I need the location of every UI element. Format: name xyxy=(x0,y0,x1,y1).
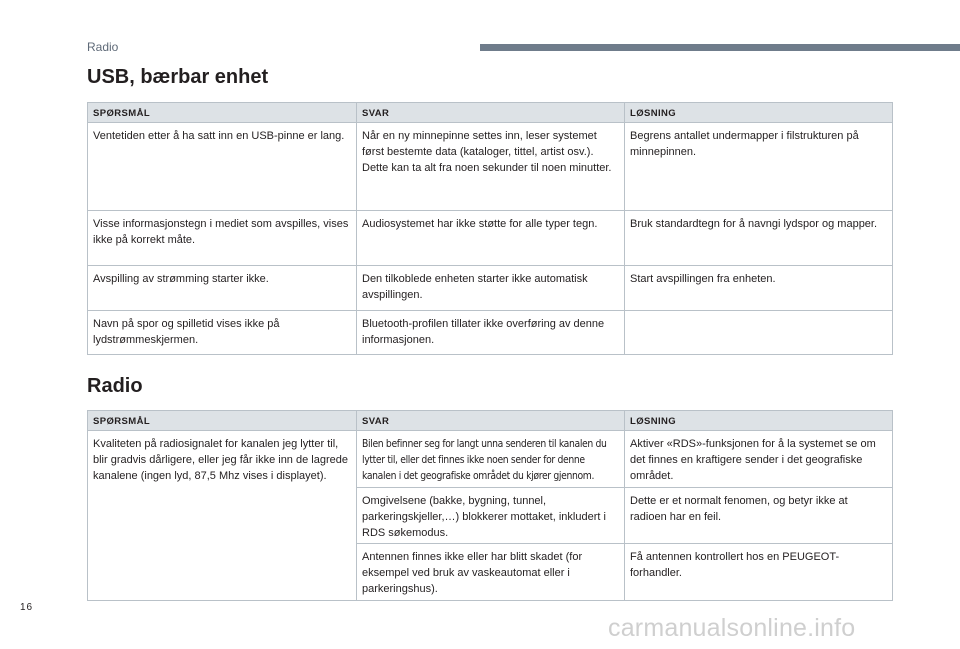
table-header-row xyxy=(88,411,893,431)
answer-cell: Den tilkoblede enheten starter ikke automatisk avspillingen. xyxy=(357,266,625,311)
answer-cell: Antennen finnes ikke eller har blitt skadet (for eksempel ved bruk av vaskeautomat eller i parkeringshus). xyxy=(357,544,625,601)
solution-cell: Få antennen kontrollert hos en PEUGEOT-forhandler. xyxy=(625,544,893,601)
table-row xyxy=(88,211,893,266)
solution-cell: Begrens antallet undermapper i filstrukturen på minnepinnen. xyxy=(625,123,893,211)
usb-section-title: USB, bærbar enhet xyxy=(87,66,269,88)
question-cell: Avspilling av strømming starter ikke. xyxy=(88,266,357,311)
answer-cell: Audiosystemet har ikke støtte for alle typer tegn. xyxy=(357,211,625,266)
answer-cell: Når en ny minnepinne settes inn, leser systemet først bestemte data (kataloger, tittel, artist osv.). Dette kan ta alt fra noen sekunder til noen minutter. xyxy=(357,123,625,211)
solution-cell: Dette er et normalt fenomen, og betyr ikke at radioen har en feil. xyxy=(625,488,893,544)
solution-cell: Aktiver «RDS»-funksjonen for å la systemet se om det finnes en kraftigere sender i det geografiske området. xyxy=(625,431,893,488)
question-cell: Navn på spor og spilletid vises ikke på lydstrømmeskjermen. xyxy=(88,311,357,355)
column-header-solution: LØSNING xyxy=(625,411,893,431)
table-row xyxy=(88,311,893,355)
column-header-question: SPØRSMÅL xyxy=(88,103,357,123)
column-header-answer: SVAR xyxy=(357,411,625,431)
solution-cell xyxy=(625,311,893,355)
header-bar xyxy=(480,44,960,51)
question-cell: Kvaliteten på radiosignalet for kanalen jeg lytter til, blir gradvis dårligere, eller jeg får ikke inn de lagrede kanalene (ingen lyd, 87,5 Mhz vises i displayet). xyxy=(88,431,357,601)
table-row xyxy=(88,266,893,311)
solution-cell: Bruk standardtegn for å navngi lydspor og mapper. xyxy=(625,211,893,266)
answer-cell: Bluetooth-profilen tillater ikke overføring av denne informasjonen. xyxy=(357,311,625,355)
answer-cell: Bilen befinner seg for langt unna senderen til kanalen du lytter til, eller det finnes ikke noen sender for denne kanalen i det geografiske området du kjører gjennom. xyxy=(357,431,625,488)
question-cell: Ventetiden etter å ha satt inn en USB-pinne er lang. xyxy=(88,123,357,211)
running-header-label: Radio xyxy=(87,40,119,54)
column-header-question: SPØRSMÅL xyxy=(88,411,357,431)
table-row xyxy=(88,431,893,488)
solution-cell: Start avspillingen fra enheten. xyxy=(625,266,893,311)
usb-troubleshooting-table xyxy=(87,102,893,355)
page-number: 16 xyxy=(20,602,34,613)
question-cell: Visse informasjonstegn i mediet som avspilles, vises ikke på korrekt måte. xyxy=(88,211,357,266)
radio-troubleshooting-table xyxy=(87,410,893,601)
watermark: carmanualsonline.info xyxy=(608,614,856,642)
table-row xyxy=(88,123,893,211)
radio-section-title: Radio xyxy=(87,375,143,397)
column-header-solution: LØSNING xyxy=(625,103,893,123)
table-header-row xyxy=(88,103,893,123)
answer-cell: Omgivelsene (bakke, bygning, tunnel, parkeringskjeller,…) blokkerer mottaket, inkludert i RDS søkemodus. xyxy=(357,488,625,544)
column-header-answer: SVAR xyxy=(357,103,625,123)
